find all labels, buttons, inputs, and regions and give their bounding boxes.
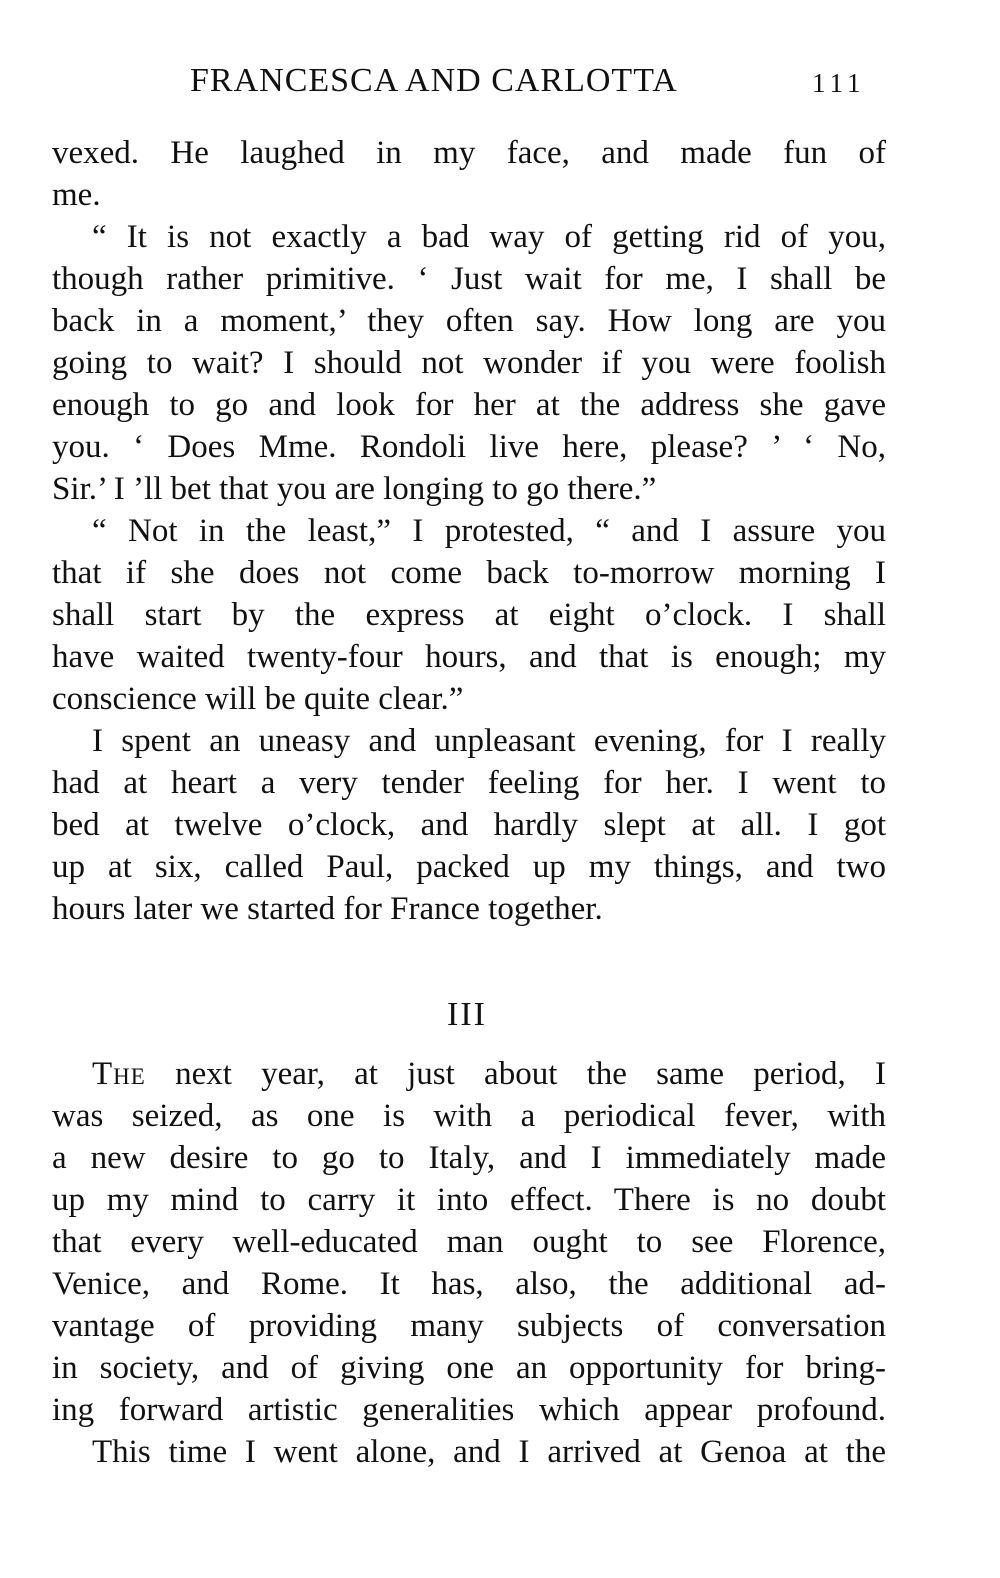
text-line: “ Not in the least,” I protested, “ and I assure you [92,513,886,549]
section-heading: III [447,996,487,1033]
opening-word: The [92,1056,146,1092]
text-line: a new desire to go to Italy, and I immediately made [52,1140,886,1176]
text-line: up at six, called Paul, packed up my things, and two [52,849,886,885]
text-line: Venice, and Rome. It has, also, the additional ad- [52,1266,886,1302]
text-line: shall start by the express at eight o’clock. I shall [52,597,886,633]
text-line: back in a moment,’ they often say. How long are you [52,303,886,339]
text-line: bed at twelve o’clock, and hardly slept at all. I got [52,807,886,843]
text-line: though rather primitive. ‘ Just wait for me, I shall be [52,261,886,297]
text-line: ing forward artistic generalities which appear profound. [52,1392,886,1428]
text-line: hours later we started for France together. [52,891,603,927]
text-line: conscience will be quite clear.” [52,681,464,717]
text-line: that every well-educated man ought to see Florence, [52,1224,886,1260]
text-line: enough to go and look for her at the address she gave [52,387,886,423]
text-line: going to wait? I should not wonder if you were foolish [52,345,886,381]
text-line-opening [52,1053,886,1095]
text-line: have waited twenty-four hours, and that is enough; my [52,639,886,675]
page-number: 111 [812,68,866,98]
text-line: vantage of providing many subjects of conversation [52,1308,886,1344]
text-line: me. [52,177,101,213]
text-line: This time I went alone, and I arrived at Genoa at the [92,1434,886,1470]
text-line: Sir.’ I ’ll bet that you are longing to go there.” [52,471,657,507]
text-line: that if she does not come back to-morrow morning I [52,555,886,591]
running-head [190,56,890,106]
opening-line-rest: next year, at just about the same period, I [145,1056,886,1092]
text-line: was seized, as one is with a periodical fever, with [52,1098,886,1134]
text-line: “ It is not exactly a bad way of getting rid of you, [92,219,886,255]
text-line: I spent an uneasy and unpleasant evening, for I really [92,723,886,759]
text-line: vexed. He laughed in my face, and made fun of [52,135,886,171]
text-line: had at heart a very tender feeling for her. I went to [52,765,886,801]
text-line: you. ‘ Does Mme. Rondoli live here, please? ’ ‘ No, [52,429,886,465]
chapter-text-block-2 [52,1053,886,1473]
text-line: up my mind to carry it into effect. There is no doubt [52,1182,886,1218]
chapter-text-block-1 [52,132,886,930]
running-title: FRANCESCA AND CARLOTTA [190,62,678,99]
text-line: in society, and of giving one an opportunity for bring- [52,1350,886,1386]
